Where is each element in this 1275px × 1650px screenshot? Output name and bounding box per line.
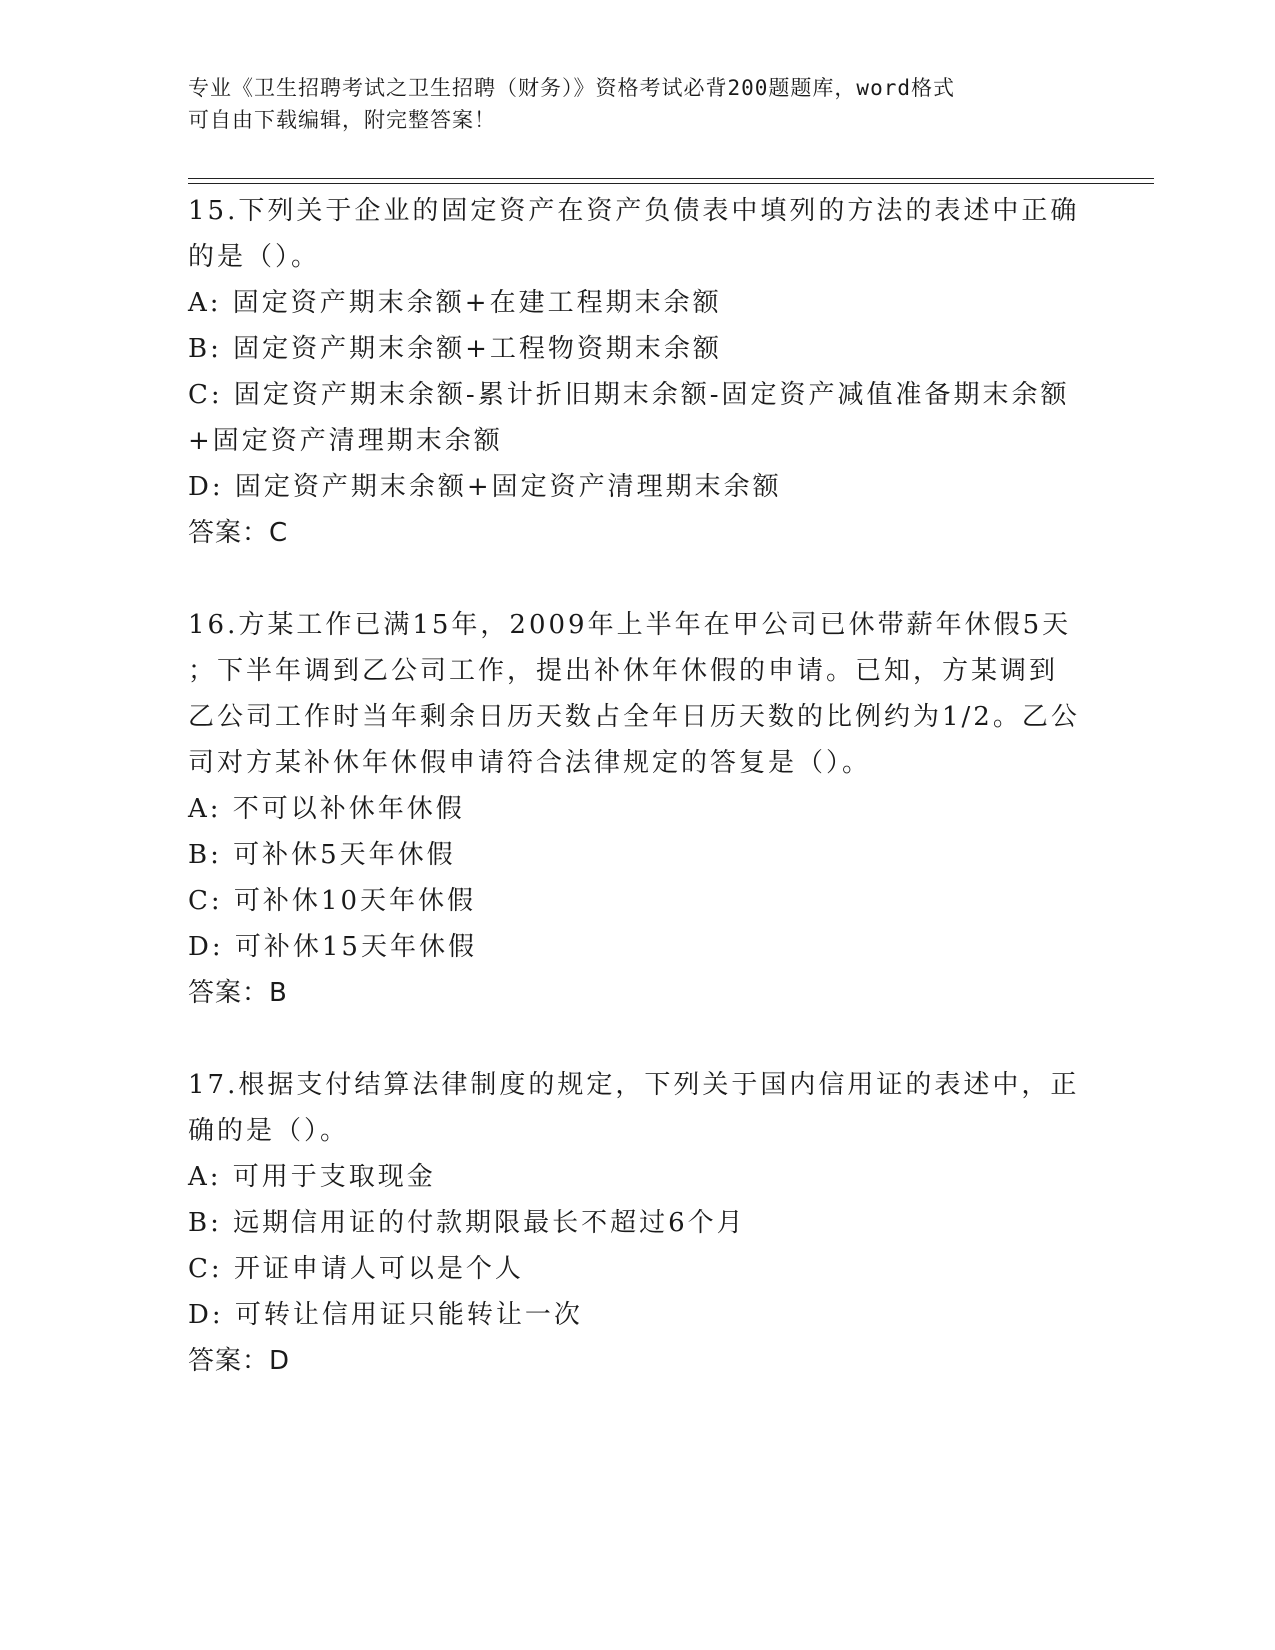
option-a: A: 不可以补休年休假: [188, 794, 465, 824]
question-stem-line: 确的是（）。: [188, 1116, 350, 1146]
question-stem-line: ；下半年调到乙公司工作，提出补休年休假的申请。已知，方某调到: [188, 656, 1059, 686]
option-b: B: 固定资产期末余额+工程物资期末余额: [188, 334, 722, 364]
option-c-continued: +固定资产清理期末余额: [188, 426, 503, 456]
header-divider-top: [188, 178, 1154, 179]
question-stem-line: 乙公司工作时当年剩余日历天数占全年日历天数的比例约为1/2。乙公: [188, 702, 1080, 732]
question-stem-line: 17.根据支付结算法律制度的规定，下列关于国内信用证的表述中，正: [188, 1070, 1080, 1100]
question-stem-line: 16.方某工作已满15年，2009年上半年在甲公司已休带薪年休假5天: [188, 610, 1072, 640]
question-list: [188, 188, 1088, 1430]
header-line-1: 专业《卫生招聘考试之卫生招聘（财务）》资格考试必背200题题库，word格式: [188, 76, 955, 100]
answer-label: 答案：B: [188, 978, 288, 1008]
document-header: [188, 72, 1088, 136]
answer-label: 答案：D: [188, 1346, 291, 1376]
answer-label: 答案：C: [188, 518, 289, 548]
question-stem-line: 司对方某补休年休假申请符合法律规定的答复是（）。: [188, 748, 872, 778]
header-divider-bottom: [188, 183, 1154, 184]
option-b: B: 可补休5天年休假: [188, 840, 456, 870]
option-d: D: 固定资产期末余额+固定资产清理期末余额: [188, 472, 782, 502]
option-b: B: 远期信用证的付款期限最长不超过6个月: [188, 1208, 746, 1238]
option-c: C: 固定资产期末余额-累计折旧期末余额-固定资产减值准备期末余额: [188, 380, 1070, 410]
question-17: [188, 1062, 1088, 1384]
option-d: D: 可补休15天年休假: [188, 932, 477, 962]
option-a: A: 固定资产期末余额+在建工程期末余额: [188, 288, 722, 318]
header-line-2: 可自由下载编辑，附完整答案！: [188, 108, 496, 132]
option-a: A: 可用于支取现金: [188, 1162, 436, 1192]
option-d: D: 可转让信用证只能转让一次: [188, 1300, 583, 1330]
question-16: [188, 602, 1088, 1016]
question-stem-line: 15.下列关于企业的固定资产在资产负债表中填列的方法的表述中正确: [188, 196, 1080, 226]
option-c: C: 可补休10天年休假: [188, 886, 477, 916]
option-c: C: 开证申请人可以是个人: [188, 1254, 524, 1284]
question-stem-line: 的是（）。: [188, 242, 321, 272]
question-15: [188, 188, 1088, 556]
